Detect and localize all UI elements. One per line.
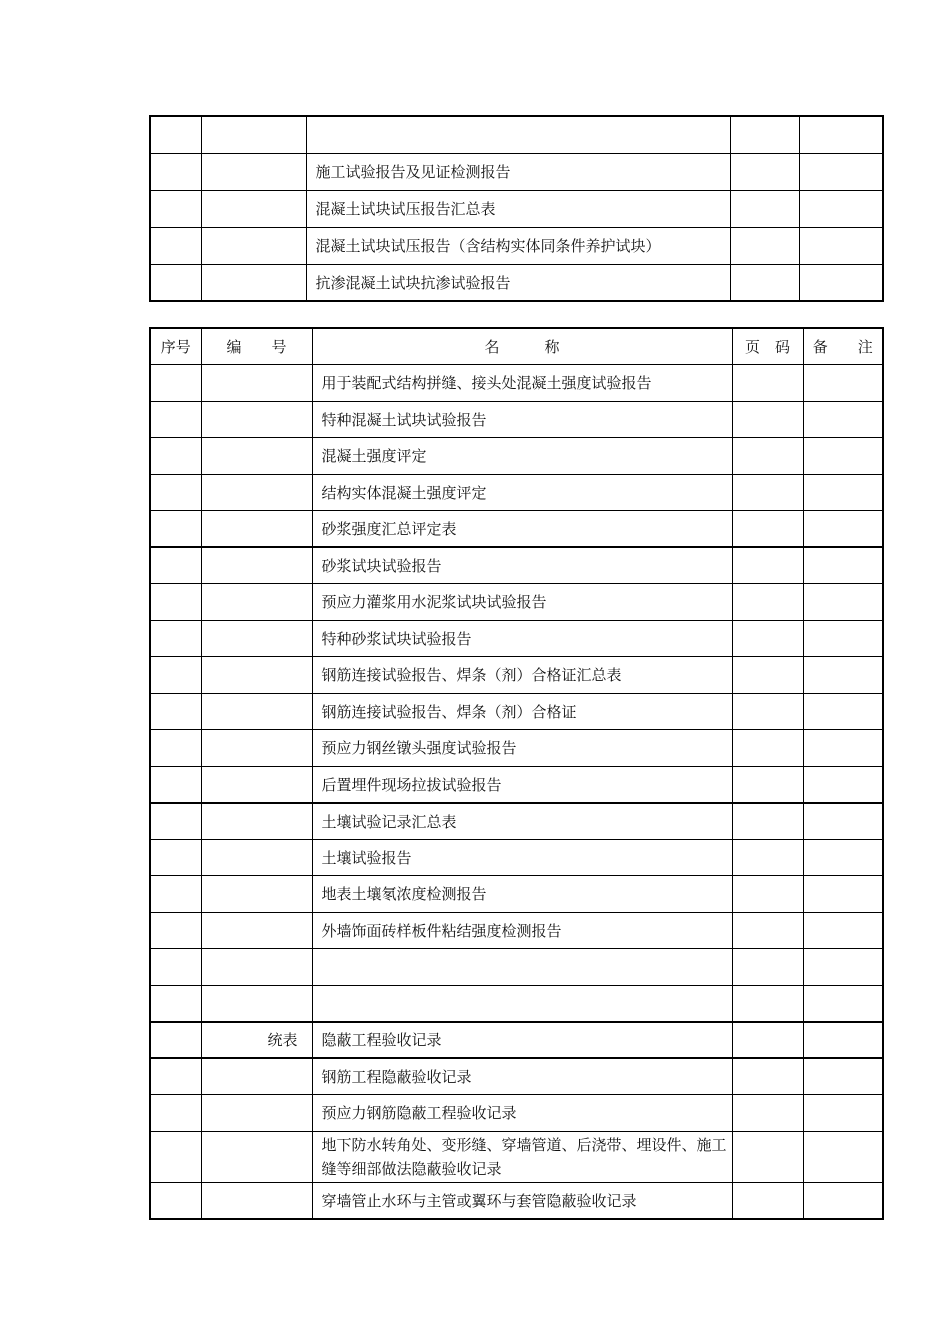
table-row (150, 438, 883, 475)
code-cell (201, 1095, 312, 1132)
name-cell: 预应力灌浆用水泥浆试块试验报告 (312, 584, 732, 621)
seq-cell (150, 1182, 201, 1219)
name-cell: 地表土壤氡浓度检测报告 (312, 876, 732, 913)
page-cell (732, 1131, 803, 1182)
name-cell: 预应力钢筋隐蔽工程验收记录 (312, 1095, 732, 1132)
table-row (150, 912, 883, 949)
table-row (150, 1131, 883, 1182)
remark-cell (803, 730, 883, 767)
page-cell (732, 511, 803, 548)
name-cell: 土壤试验记录汇总表 (312, 803, 732, 840)
remark-cell (803, 1131, 883, 1182)
remark-cell (803, 657, 883, 694)
name-cell: 后置埋件现场拉拔试验报告 (312, 766, 732, 803)
page-cell (732, 949, 803, 986)
table-row (150, 876, 883, 913)
table-row (150, 1058, 883, 1095)
seq-cell (150, 401, 201, 438)
code-cell (201, 766, 312, 803)
page-cell (730, 264, 799, 301)
page-cell (732, 985, 803, 1022)
name-cell: 隐蔽工程验收记录 (312, 1022, 732, 1059)
remark-cell (799, 116, 883, 153)
code-cell (201, 876, 312, 913)
code-cell (201, 227, 306, 264)
table-row (150, 803, 883, 840)
remark-cell (799, 190, 883, 227)
name-cell: 穿墙管止水环与主管或翼环与套管隐蔽验收记录 (312, 1182, 732, 1219)
remark-cell (803, 1095, 883, 1132)
code-cell (201, 985, 312, 1022)
page-cell (732, 474, 803, 511)
table-row (150, 584, 883, 621)
header-row (150, 328, 883, 365)
name-cell: 施工试验报告及见证检测报告 (306, 153, 730, 190)
header-page: 页 码 (732, 328, 803, 365)
page-cell (732, 1095, 803, 1132)
remark-cell (803, 1058, 883, 1095)
page-cell (730, 116, 799, 153)
code-cell (201, 839, 312, 876)
name-cell: 混凝土强度评定 (312, 438, 732, 475)
seq-cell (150, 1022, 201, 1059)
remark-cell (799, 264, 883, 301)
page-cell (732, 730, 803, 767)
table-row (150, 401, 883, 438)
code-cell (201, 949, 312, 986)
remark-cell (803, 803, 883, 840)
name-cell: 外墙饰面砖样板件粘结强度检测报告 (312, 912, 732, 949)
table-row (150, 1095, 883, 1132)
remark-cell (803, 693, 883, 730)
code-cell (201, 1182, 312, 1219)
header-seq: 序号 (150, 328, 201, 365)
remark-cell (803, 912, 883, 949)
seq-cell (150, 657, 201, 694)
table-row (150, 511, 883, 548)
name-cell: 钢筋工程隐蔽验收记录 (312, 1058, 732, 1095)
remark-cell (803, 584, 883, 621)
table-row (150, 839, 883, 876)
seq-cell (150, 912, 201, 949)
code-cell (201, 511, 312, 548)
table-row (150, 620, 883, 657)
page-cell (732, 547, 803, 584)
header-remark: 备 注 (803, 328, 883, 365)
code-cell (201, 401, 312, 438)
table-row (150, 730, 883, 767)
seq-cell (150, 620, 201, 657)
main-table (149, 327, 884, 1220)
remark-cell (803, 438, 883, 475)
code-cell (201, 730, 312, 767)
page-cell (732, 584, 803, 621)
name-cell: 特种混凝土试块试验报告 (312, 401, 732, 438)
remark-cell (803, 766, 883, 803)
name-cell (312, 985, 732, 1022)
remark-cell (803, 401, 883, 438)
remark-cell (803, 1182, 883, 1219)
code-cell (201, 264, 306, 301)
name-cell: 混凝土试块试压报告（含结构实体同条件养护试块） (306, 227, 730, 264)
name-cell: 砂浆强度汇总评定表 (312, 511, 732, 548)
code-cell (201, 1131, 312, 1182)
header-name: 名 称 (312, 328, 732, 365)
page-cell (732, 876, 803, 913)
page-cell (732, 839, 803, 876)
seq-cell (150, 839, 201, 876)
header-code: 编 号 (201, 328, 312, 365)
seq-cell (150, 803, 201, 840)
seq-cell (150, 511, 201, 548)
name-cell: 预应力钢丝镦头强度试验报告 (312, 730, 732, 767)
page-cell (732, 438, 803, 475)
code-cell (201, 438, 312, 475)
seq-cell (150, 1058, 201, 1095)
seq-cell (150, 693, 201, 730)
table-row (150, 116, 883, 153)
seq-cell (150, 153, 201, 190)
page-cell (730, 190, 799, 227)
name-cell (306, 116, 730, 153)
remark-cell (803, 620, 883, 657)
page-cell (732, 365, 803, 402)
name-cell: 用于装配式结构拼缝、接头处混凝土强度试验报告 (312, 365, 732, 402)
seq-cell (150, 116, 201, 153)
seq-cell (150, 438, 201, 475)
table-row (150, 227, 883, 264)
top-table (149, 115, 884, 302)
name-cell: 钢筋连接试验报告、焊条（剂）合格证汇总表 (312, 657, 732, 694)
page-cell (732, 766, 803, 803)
remark-cell (803, 547, 883, 584)
name-cell: 混凝土试块试压报告汇总表 (306, 190, 730, 227)
code-cell (201, 657, 312, 694)
code-cell (201, 116, 306, 153)
name-cell (312, 949, 732, 986)
name-cell: 抗渗混凝土试块抗渗试验报告 (306, 264, 730, 301)
page-cell (732, 401, 803, 438)
seq-cell (150, 190, 201, 227)
remark-cell (803, 474, 883, 511)
seq-cell (150, 365, 201, 402)
table-row (150, 547, 883, 584)
seq-cell (150, 1131, 201, 1182)
remark-cell (803, 1022, 883, 1059)
code-cell: 统表 (201, 1022, 312, 1059)
table-row (150, 365, 883, 402)
page-cell (732, 657, 803, 694)
remark-cell (799, 153, 883, 190)
remark-cell (803, 876, 883, 913)
table-row (150, 264, 883, 301)
remark-cell (803, 365, 883, 402)
seq-cell (150, 985, 201, 1022)
table-row (150, 949, 883, 986)
code-cell (201, 190, 306, 227)
page-cell (730, 153, 799, 190)
page-cell (732, 620, 803, 657)
name-cell: 结构实体混凝土强度评定 (312, 474, 732, 511)
remark-cell (803, 985, 883, 1022)
remark-cell (803, 839, 883, 876)
table-row (150, 1182, 883, 1219)
seq-cell (150, 584, 201, 621)
seq-cell (150, 730, 201, 767)
code-cell (201, 693, 312, 730)
name-cell: 砂浆试块试验报告 (312, 547, 732, 584)
code-cell (201, 153, 306, 190)
seq-cell (150, 876, 201, 913)
seq-cell (150, 264, 201, 301)
table-row (150, 1022, 883, 1059)
seq-cell (150, 474, 201, 511)
table-row (150, 190, 883, 227)
code-cell (201, 803, 312, 840)
code-cell (201, 474, 312, 511)
table-row (150, 693, 883, 730)
page-cell (732, 693, 803, 730)
table-row (150, 153, 883, 190)
remark-cell (803, 949, 883, 986)
page-cell (732, 803, 803, 840)
code-cell (201, 584, 312, 621)
code-cell (201, 547, 312, 584)
seq-cell (150, 1095, 201, 1132)
seq-cell (150, 227, 201, 264)
table-row (150, 474, 883, 511)
table-row (150, 985, 883, 1022)
name-cell: 钢筋连接试验报告、焊条（剂）合格证 (312, 693, 732, 730)
remark-cell (799, 227, 883, 264)
code-cell (201, 912, 312, 949)
page-cell (732, 1182, 803, 1219)
code-cell (201, 1058, 312, 1095)
code-cell (201, 365, 312, 402)
table-row (150, 657, 883, 694)
page-cell (732, 1058, 803, 1095)
name-cell: 地下防水转角处、变形缝、穿墙管道、后浇带、埋设件、施工缝等细部做法隐蔽验收记录 (312, 1131, 732, 1182)
seq-cell (150, 949, 201, 986)
remark-cell (803, 511, 883, 548)
name-cell: 土壤试验报告 (312, 839, 732, 876)
code-cell (201, 620, 312, 657)
name-cell: 特种砂浆试块试验报告 (312, 620, 732, 657)
seq-cell (150, 766, 201, 803)
seq-cell (150, 547, 201, 584)
page-cell (732, 1022, 803, 1059)
page-cell (732, 912, 803, 949)
table-row (150, 766, 883, 803)
page-cell (730, 227, 799, 264)
